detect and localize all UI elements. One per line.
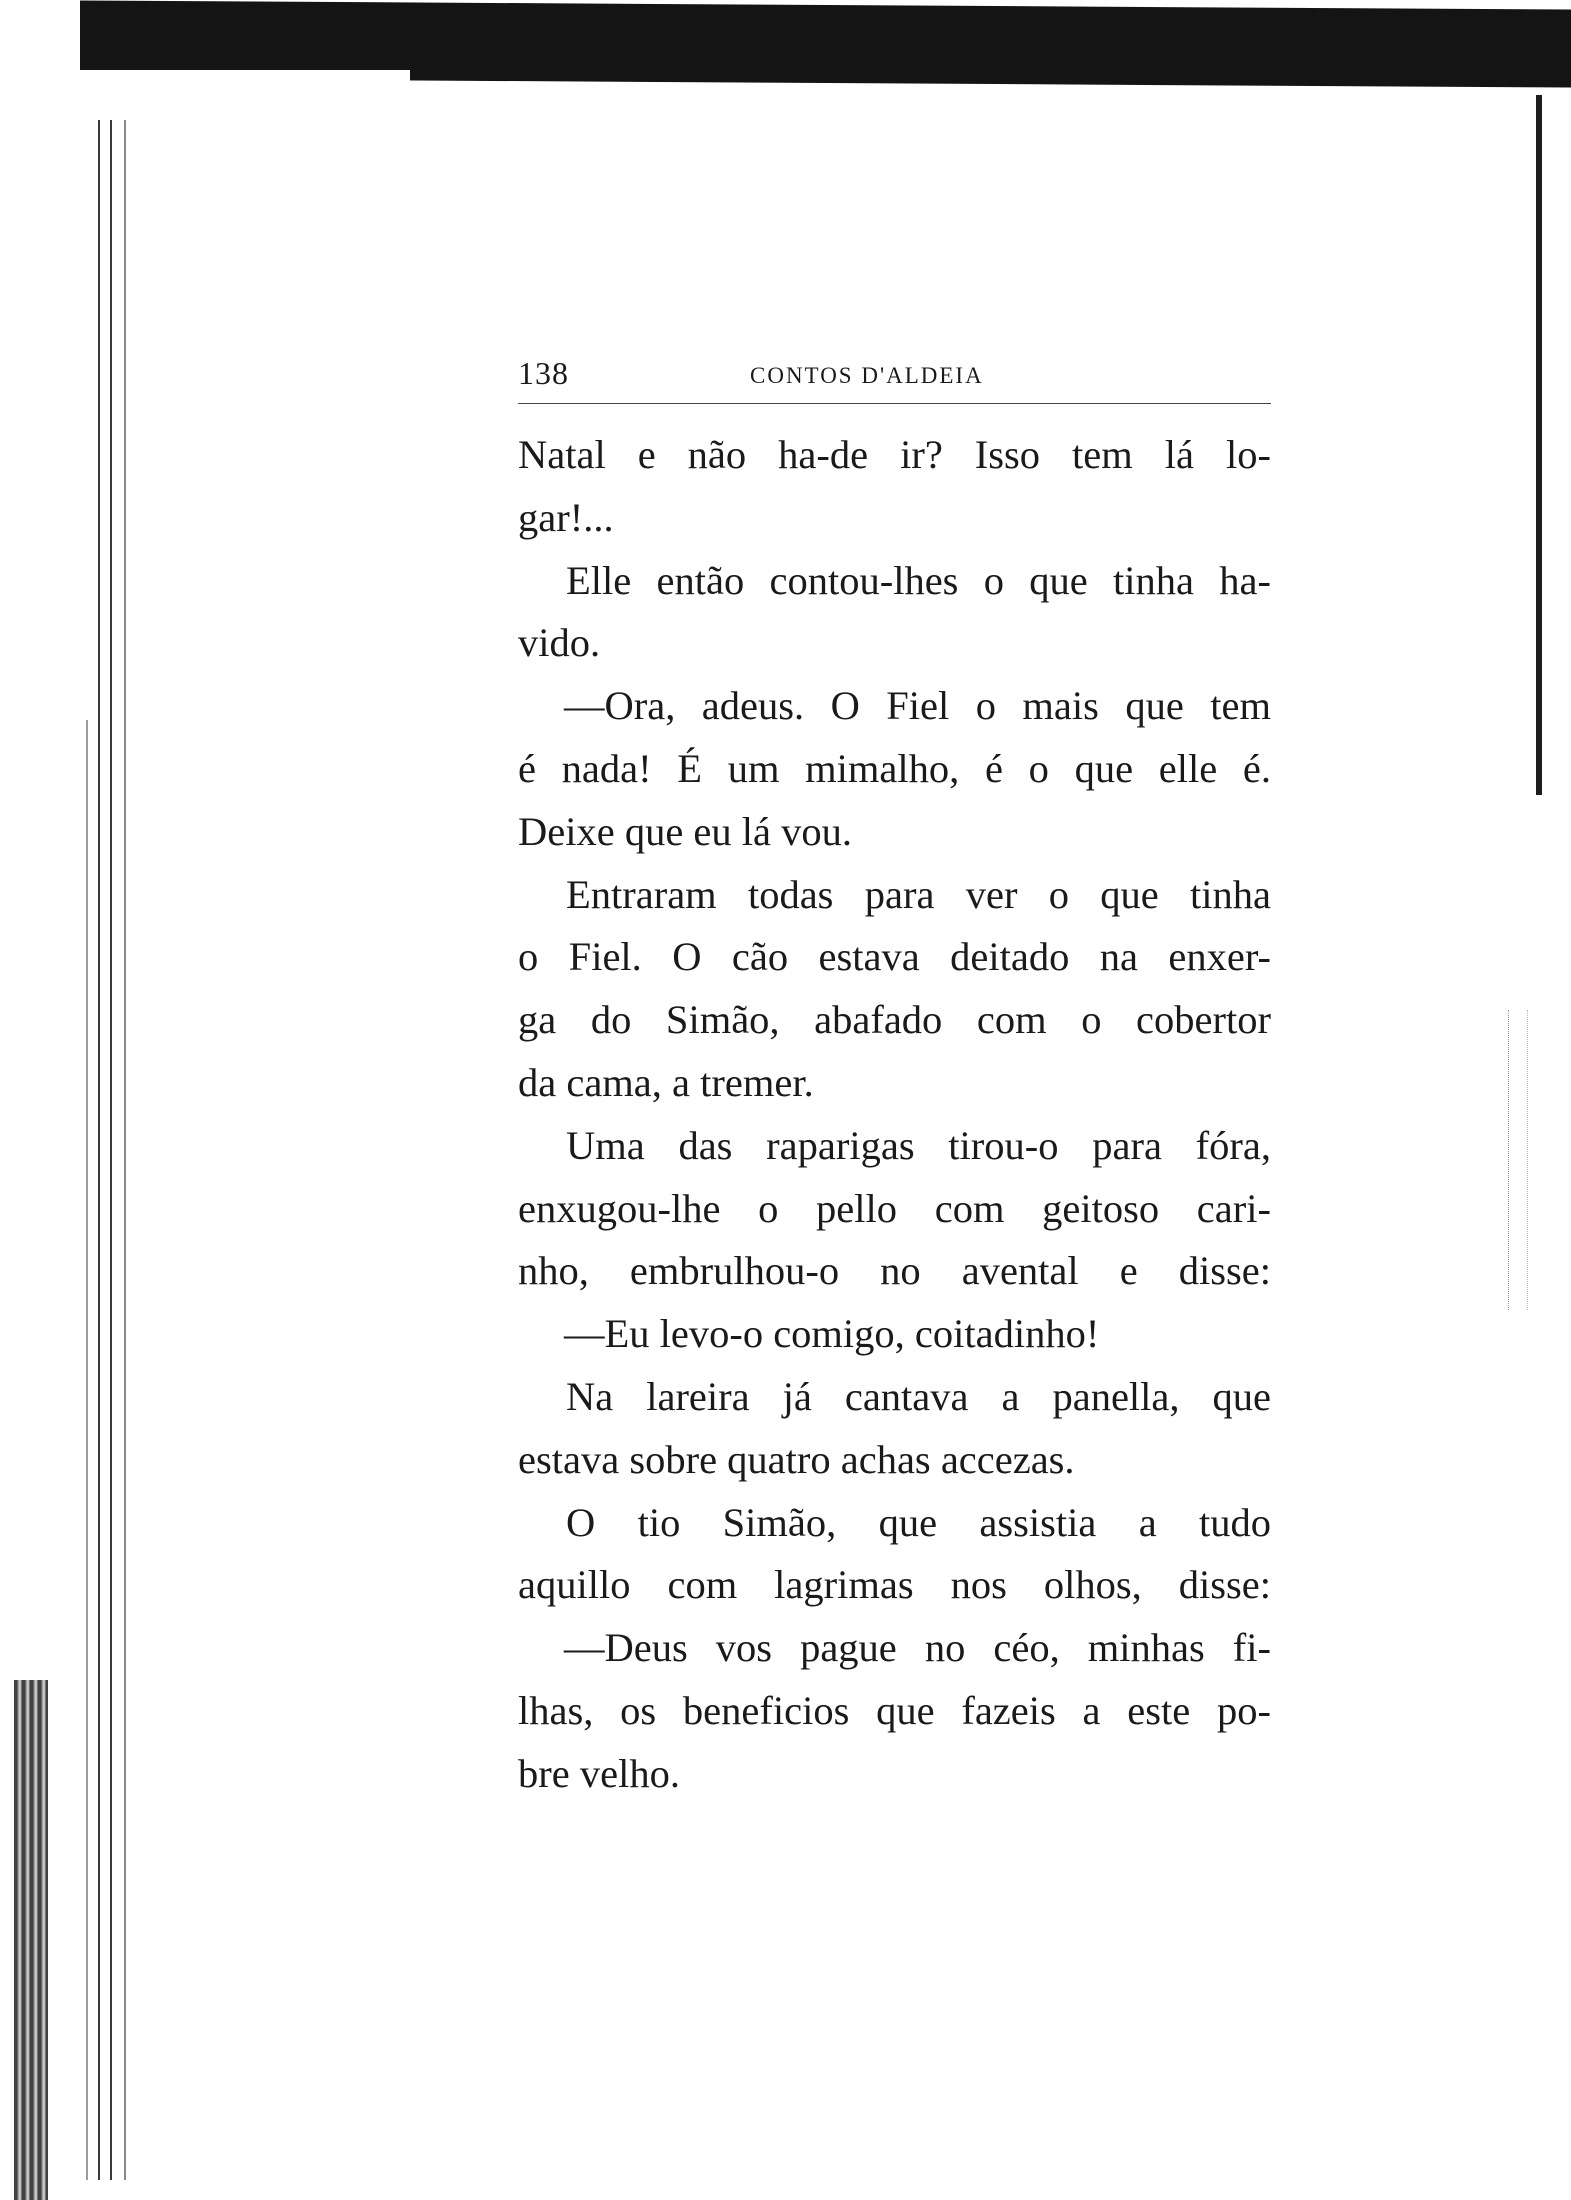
text-line: gar!...: [518, 494, 614, 540]
text-line: —Eu levo-o comigo, coitadinho!: [564, 1311, 1100, 1357]
gutter-line: [110, 120, 112, 2180]
text-line: aquillo com lagrimas nos olhos, disse:: [518, 1562, 1271, 1608]
text-line: Deixe que eu lá vou.: [518, 808, 853, 854]
scan-right-edge-shadow: [1536, 95, 1542, 795]
text-line: bre velho.: [518, 1750, 680, 1796]
text-line: O tio Simão, que assistia a tudo: [566, 1499, 1271, 1545]
scan-right-margin-marks: [1508, 1010, 1528, 1310]
text-line: Elle então contou-lhes o que tinha ha-: [566, 557, 1271, 603]
text-line: Na lareira já cantava a panella, que: [566, 1373, 1271, 1419]
body-text: [518, 424, 1271, 1806]
text-line: ga do Simão, abafado com o cobertor: [518, 997, 1271, 1043]
book-page: [518, 355, 1271, 1806]
text-line: Natal e não ha-de ir? Isso tem lá lo-: [518, 432, 1271, 477]
text-line: o Fiel. O cão estava deitado na enxer-: [518, 934, 1271, 980]
running-title: CONTOS D'ALDEIA: [750, 363, 984, 388]
gutter-line: [124, 120, 126, 2180]
text-line: estava sobre quatro achas accezas.: [518, 1436, 1075, 1482]
text-line: —Deus vos pague no céo, minhas fi-: [564, 1625, 1271, 1671]
text-line: enxugou-lhe o pello com geitoso cari-: [518, 1185, 1271, 1231]
text-line: —Ora, adeus. O Fiel o mais que tem: [564, 683, 1271, 729]
text-line: Entraram todas para ver o que tinha: [566, 871, 1271, 917]
gutter-line: [98, 120, 100, 2180]
text-line: Uma das raparigas tirou-o para fóra,: [566, 1122, 1271, 1168]
scan-left-gutter: [0, 120, 130, 2180]
page-number: 138: [518, 355, 569, 391]
text-line: é nada! É um mimalho, é o que elle é.: [518, 745, 1271, 791]
scan-top-shadow-gap: [80, 70, 410, 84]
text-line: lhas, os beneficios que fazeis a este po-: [518, 1687, 1271, 1733]
running-head: [518, 355, 1271, 404]
text-line: nho, embrulhou-o no avental e disse:: [518, 1248, 1271, 1294]
gutter-dark-binding: [14, 1680, 48, 2200]
text-line: da cama, a tremer.: [518, 1059, 814, 1105]
gutter-line: [86, 720, 88, 2180]
text-line: vido.: [518, 620, 601, 666]
